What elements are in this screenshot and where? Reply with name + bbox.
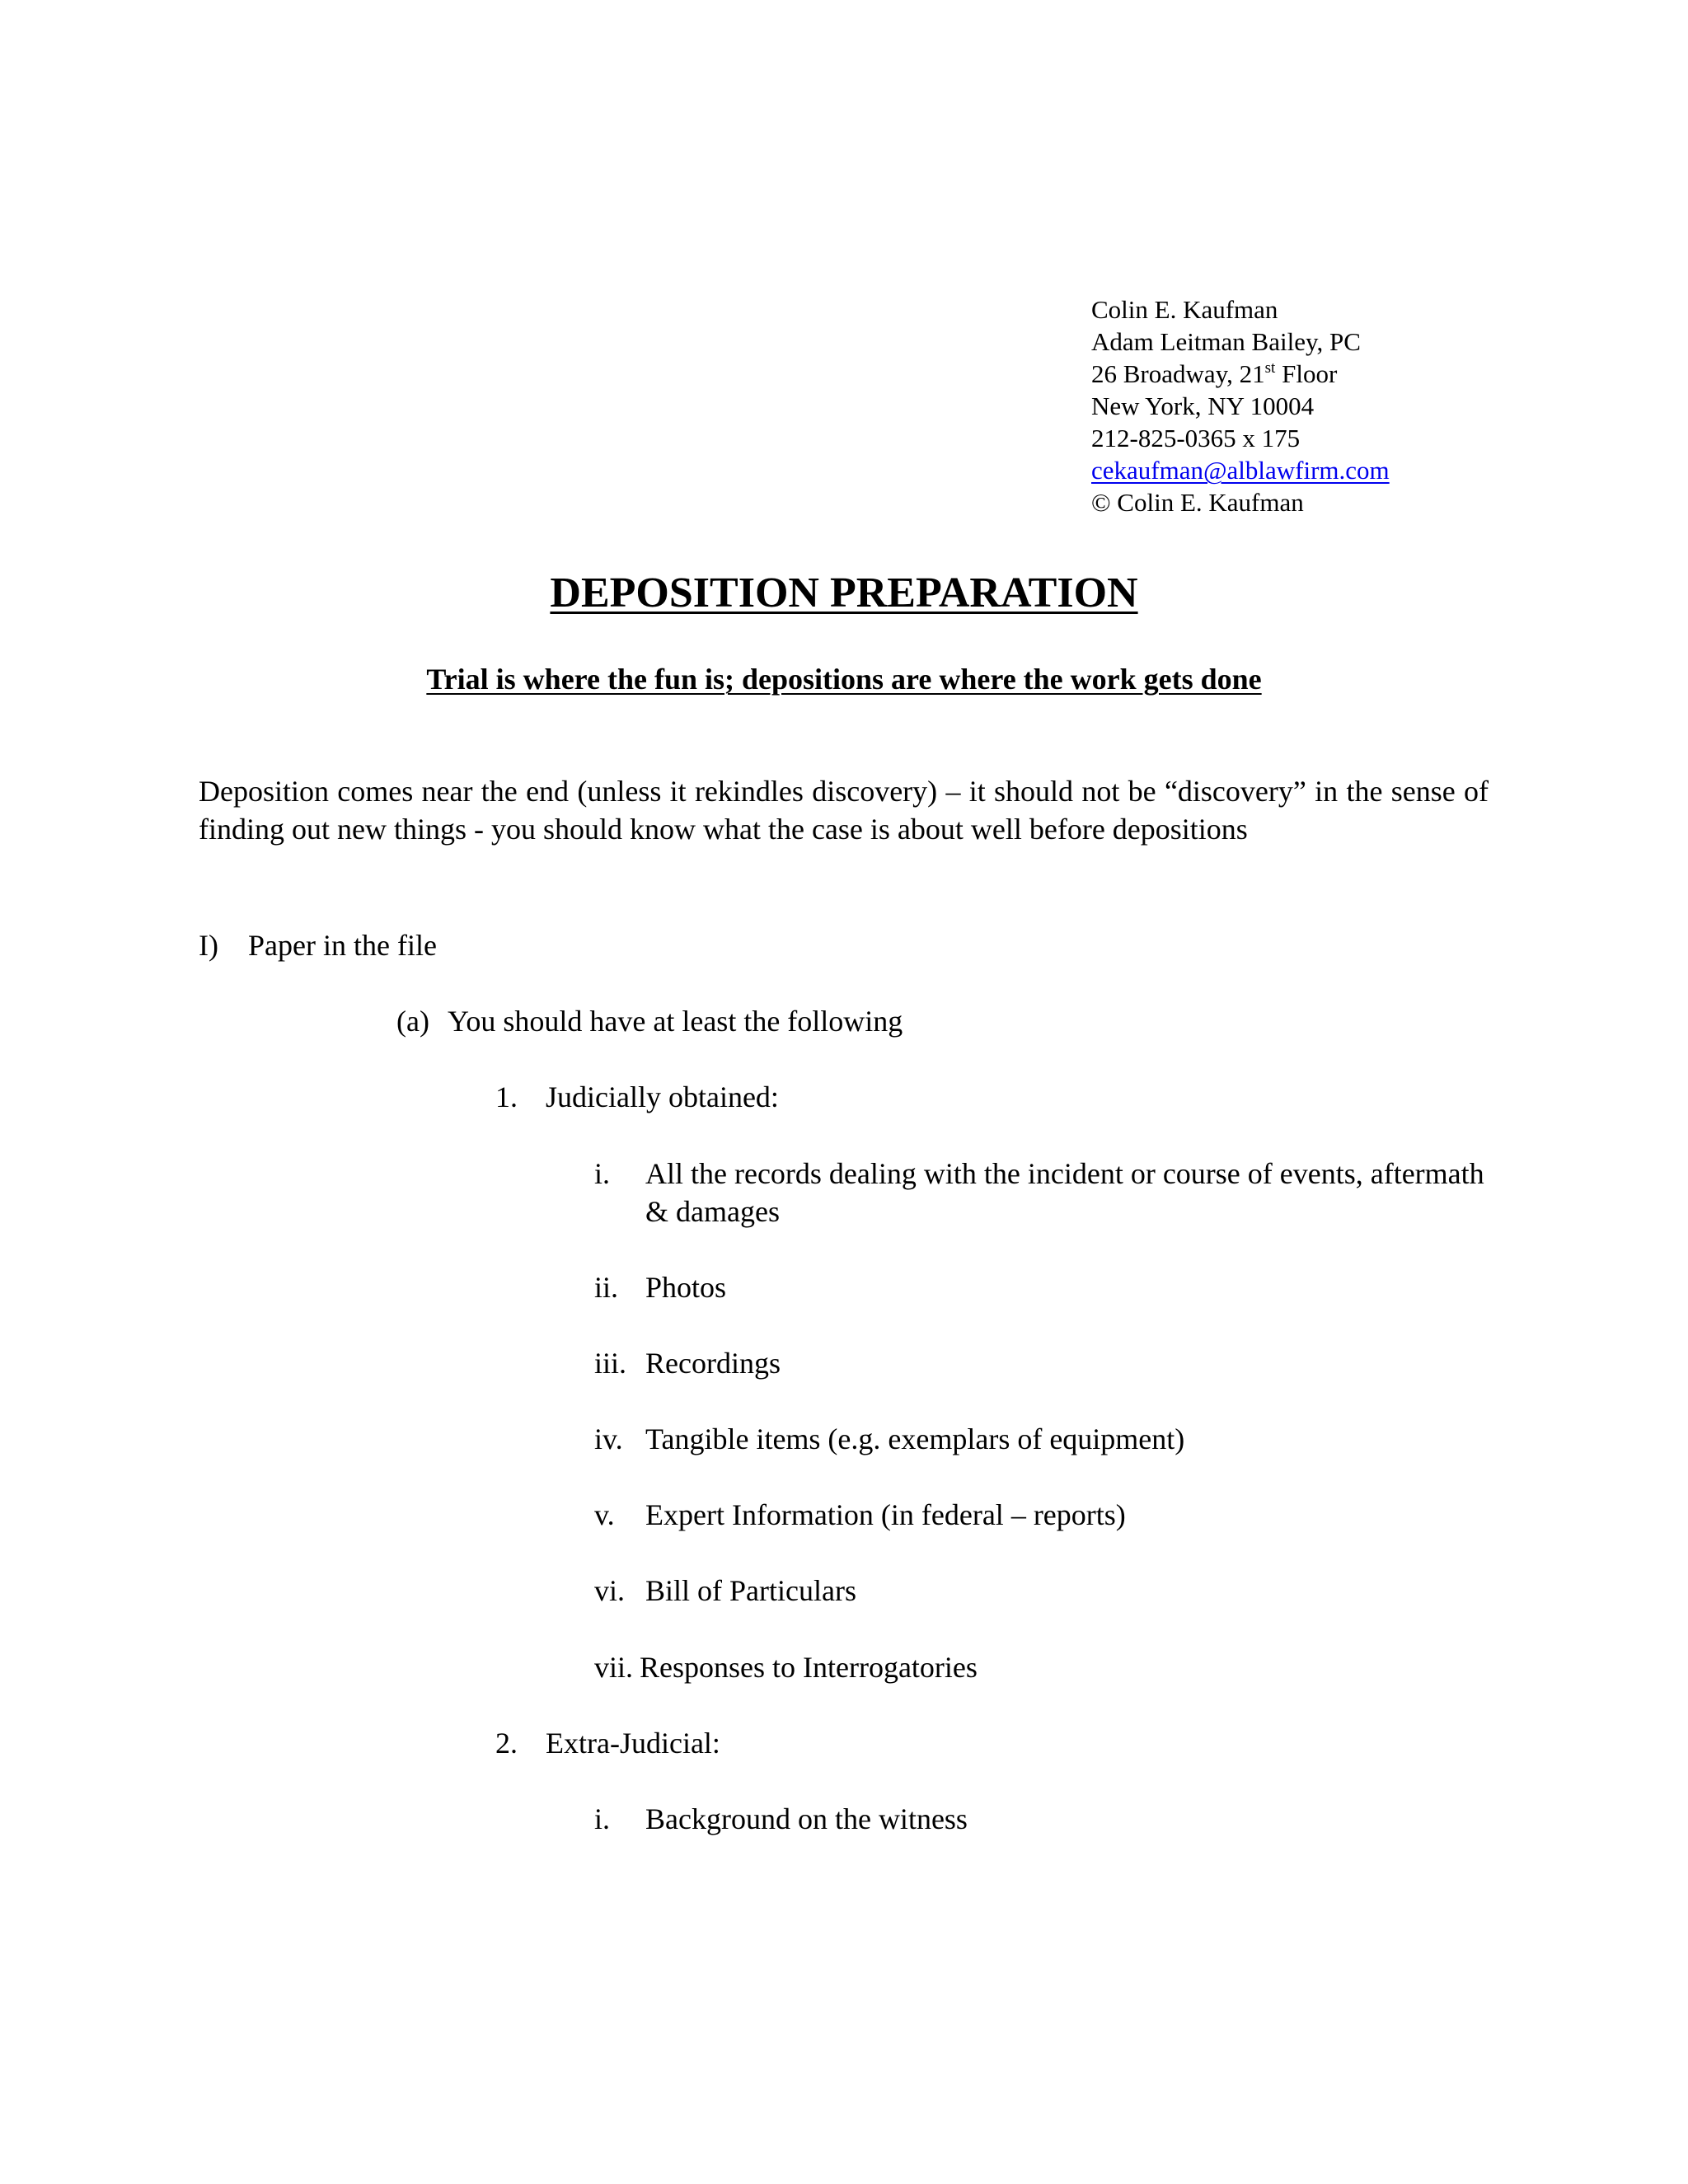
item-2-text: Extra-Judicial: bbox=[546, 1727, 720, 1760]
item-1-sub-1-marker: i. bbox=[594, 1157, 611, 1190]
subsection-a-text: You should have at least the following bbox=[448, 1005, 903, 1038]
section-1-marker: I) bbox=[199, 929, 218, 962]
item-1-sub-1-text: All the records dealing with the incident or course of events, aftermath & damages bbox=[645, 1157, 1484, 1228]
item-2-marker: 2. bbox=[495, 1727, 518, 1760]
item-1-sub-4-text: Tangible items (e.g. exemplars of equipment) bbox=[645, 1422, 1185, 1455]
document-subtitle: Trial is where the fun is; depositions are where the work gets done bbox=[426, 663, 1262, 696]
street-address-prefix: 26 Broadway, 21 bbox=[1091, 359, 1265, 388]
item-1-sub-5-text: Expert Information (in federal – reports) bbox=[645, 1498, 1126, 1531]
item-1-text: Judicially obtained: bbox=[546, 1080, 779, 1113]
item-1-sub-3-marker: iii. bbox=[594, 1347, 627, 1380]
item-1-sub-2-marker: ii. bbox=[594, 1271, 619, 1304]
item-1-sub-6-text: Bill of Particulars bbox=[645, 1574, 856, 1607]
item-1-sub-4-marker: iv. bbox=[594, 1422, 623, 1455]
item-1-sub-7-text: Responses to Interrogatories bbox=[640, 1651, 978, 1684]
contact-block bbox=[1091, 293, 1390, 518]
section-1-heading: Paper in the file bbox=[248, 929, 437, 962]
phone-number: 212-825-0365 x 175 bbox=[1091, 424, 1301, 452]
intro-paragraph: Deposition comes near the end (unless it rekindles discovery) – it should not be “discovery” in the sense of finding out new things - you should know what the case is about well before depositions bbox=[199, 775, 1489, 846]
street-address bbox=[1091, 358, 1390, 390]
item-2-sub-1-text: Background on the witness bbox=[645, 1802, 968, 1835]
item-1-sub-5-marker: v. bbox=[594, 1498, 615, 1531]
floor-ordinal-suffix: st bbox=[1264, 359, 1276, 377]
item-2-sub-1-marker: i. bbox=[594, 1802, 611, 1835]
item-1-sub-6-marker: vi. bbox=[594, 1574, 626, 1607]
street-address-suffix: Floor bbox=[1275, 359, 1338, 388]
email-link[interactable]: cekaufman@alblawfirm.com bbox=[1091, 456, 1390, 485]
item-1-sub-3-text: Recordings bbox=[645, 1347, 781, 1380]
item-1-marker: 1. bbox=[495, 1080, 518, 1113]
item-1-sub-2-text: Photos bbox=[645, 1271, 727, 1304]
copyright-notice: © Colin E. Kaufman bbox=[1091, 488, 1304, 517]
document-title: DEPOSITION PREPARATION bbox=[550, 569, 1138, 616]
item-1-sub-7-marker: vii. bbox=[594, 1651, 634, 1684]
author-name: Colin E. Kaufman bbox=[1091, 295, 1278, 324]
subsection-a-marker: (a) bbox=[396, 1005, 429, 1038]
firm-name: Adam Leitman Bailey, PC bbox=[1091, 327, 1361, 356]
city-state-zip: New York, NY 10004 bbox=[1091, 391, 1315, 420]
